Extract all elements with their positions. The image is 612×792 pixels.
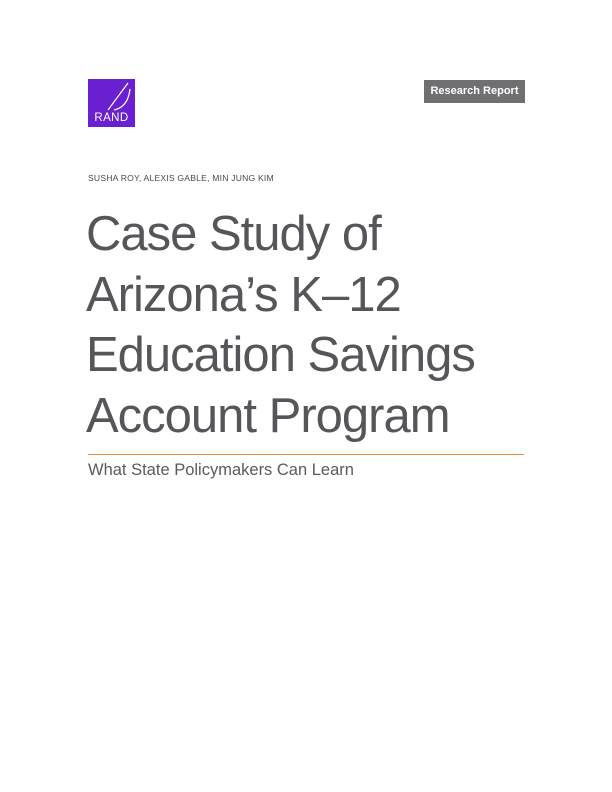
report-subtitle: What State Policymakers Can Learn	[88, 461, 354, 479]
rand-logo-text: RAND	[94, 112, 129, 124]
report-title	[86, 204, 546, 446]
title-line: Account Program	[86, 388, 450, 443]
rand-logo	[88, 79, 135, 127]
title-line: Arizona’s K–12	[86, 267, 401, 322]
authors-line: SUSHA ROY, ALEXIS GABLE, MIN JUNG KIM	[88, 173, 274, 183]
title-line: Education Savings	[86, 328, 475, 382]
title-line: Case Study of	[86, 207, 381, 261]
report-type-badge: Research Report	[424, 80, 525, 103]
title-divider	[88, 454, 524, 455]
